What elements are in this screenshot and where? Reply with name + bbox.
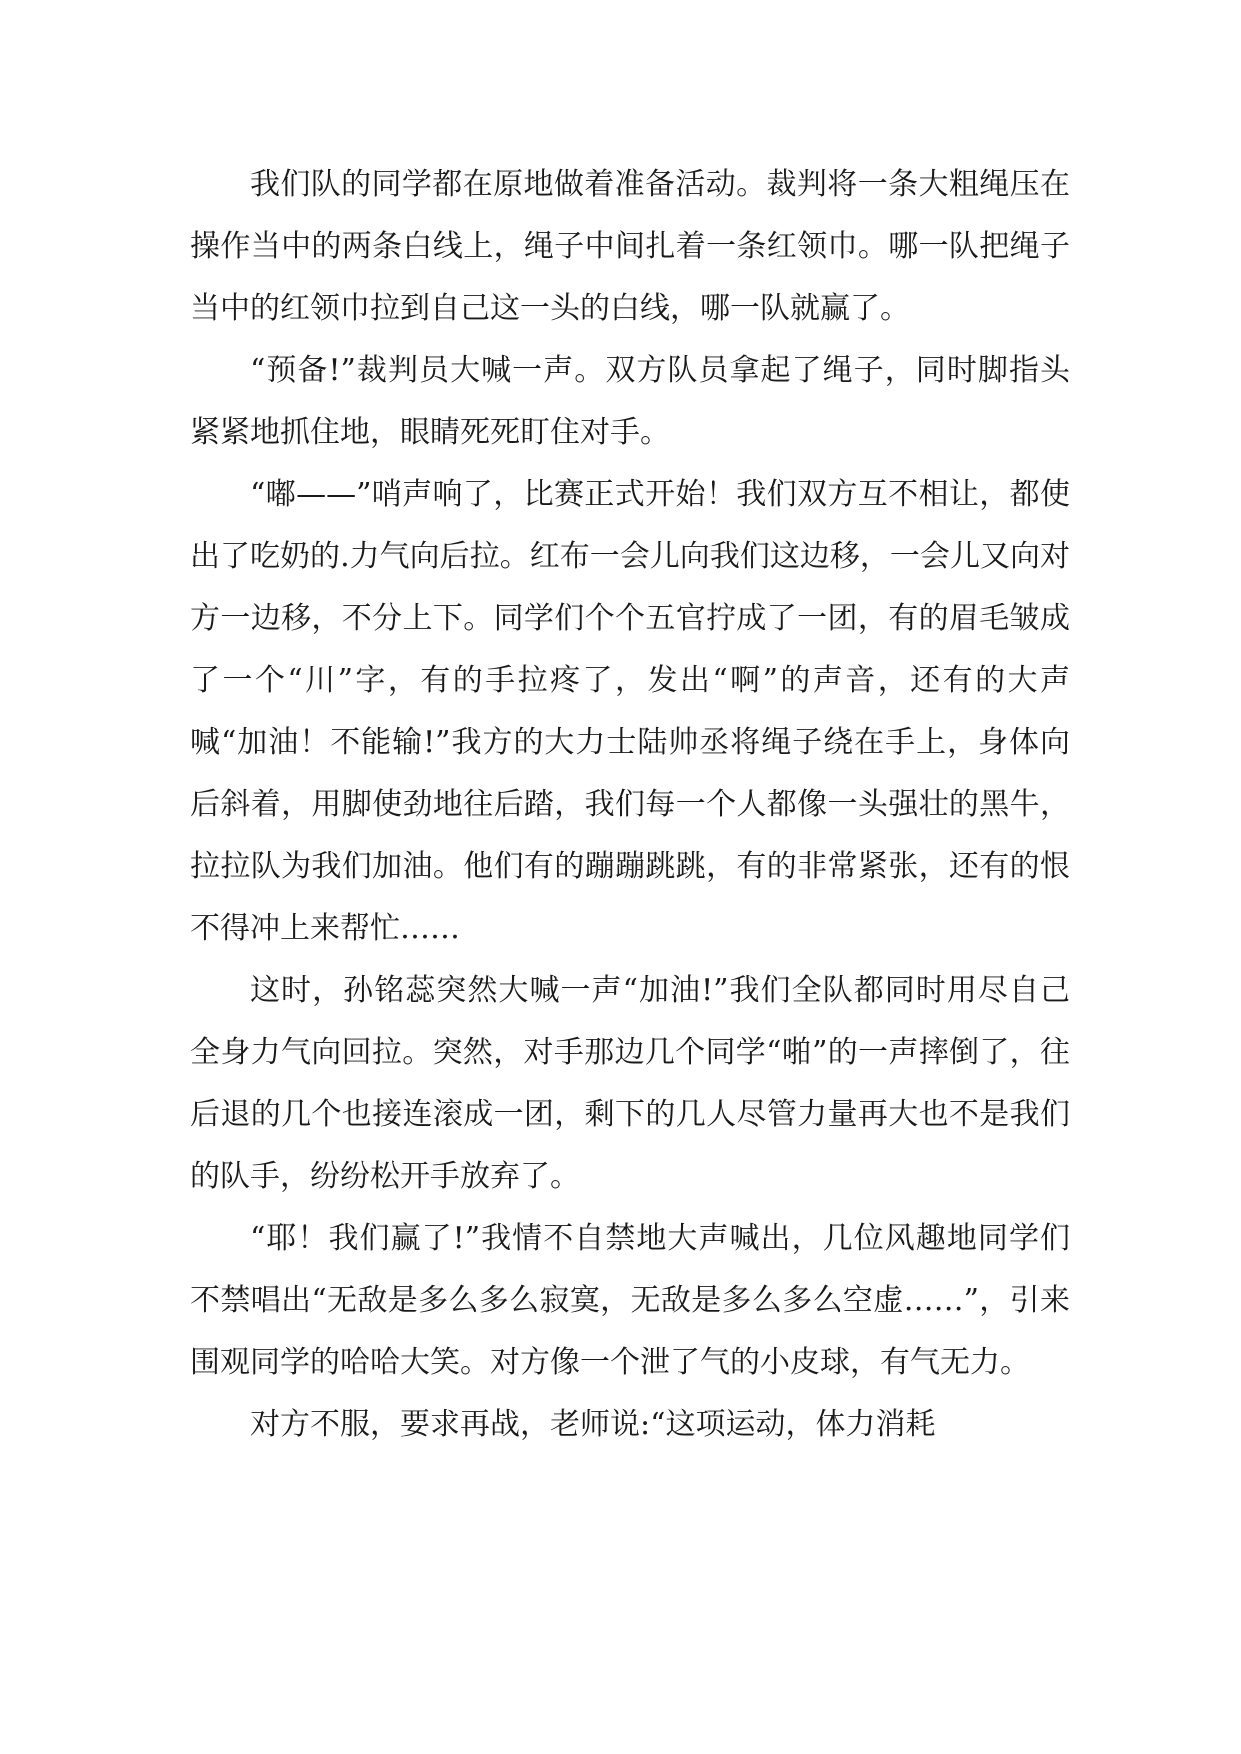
paragraph-turning-point: 这时，孙铭蕊突然大喊一声“加油!”我们全队都同时用尽自己全身力气向回拉。突然，对手那边几个同学“啪”的一声摔倒了，往后退的几个也接连滚成一团，剩下的几人尽管力量再大也不是我们的队手，纷纷松开手放弃了。: [190, 973, 1070, 1194]
paragraph-preparation: 我们队的同学都在原地做着准备活动。裁判将一条大粗绳压在操作当中的两条白线上，绳子中间扎着一条红领巾。哪一队把绳子当中的红领巾拉到自己这一头的白线，哪一队就赢了。: [190, 167, 1070, 326]
paragraph-ready: “预备!”裁判员大喊一声。双方队员拿起了绳子，同时脚指头紧紧地抓住地，眼睛死死盯住对手。: [190, 353, 1070, 450]
paragraph-rematch: 对方不服，要求再战，老师说:“这项运动，体力消耗: [250, 1407, 936, 1442]
paragraph-match-start: “嘟——”哨声响了，比赛正式开始！我们双方互不相让，都使出了吃奶的.力气向后拉。红布一会儿向我们这边移，一会儿又向对方一边移，不分上下。同学们个个五官拧成了一团，有的眉毛皱成了一个“川”字，有的手拉疼了，发出“啊”的声音，还有的大声喊“加油！不能输!”我方的大力士陆帅丞将绳子绕在手上，身体向后斜着，用脚使劲地往后踏，我们每一个人都像一头强壮的黑牛，拉拉队为我们加油。他们有的蹦蹦跳跳，有的非常紧张，还有的恨不得冲上来帮忙……: [190, 477, 1070, 946]
document-page: [190, 154, 1070, 1456]
paragraph-victory: “耶！我们赢了!”我情不自禁地大声喊出，几位风趣地同学们不禁唱出“无敌是多么多么寂寞，无敌是多么多么空虚……”，引来围观同学的哈哈大笑。对方像一个泄了气的小皮球，有气无力。: [190, 1221, 1070, 1380]
